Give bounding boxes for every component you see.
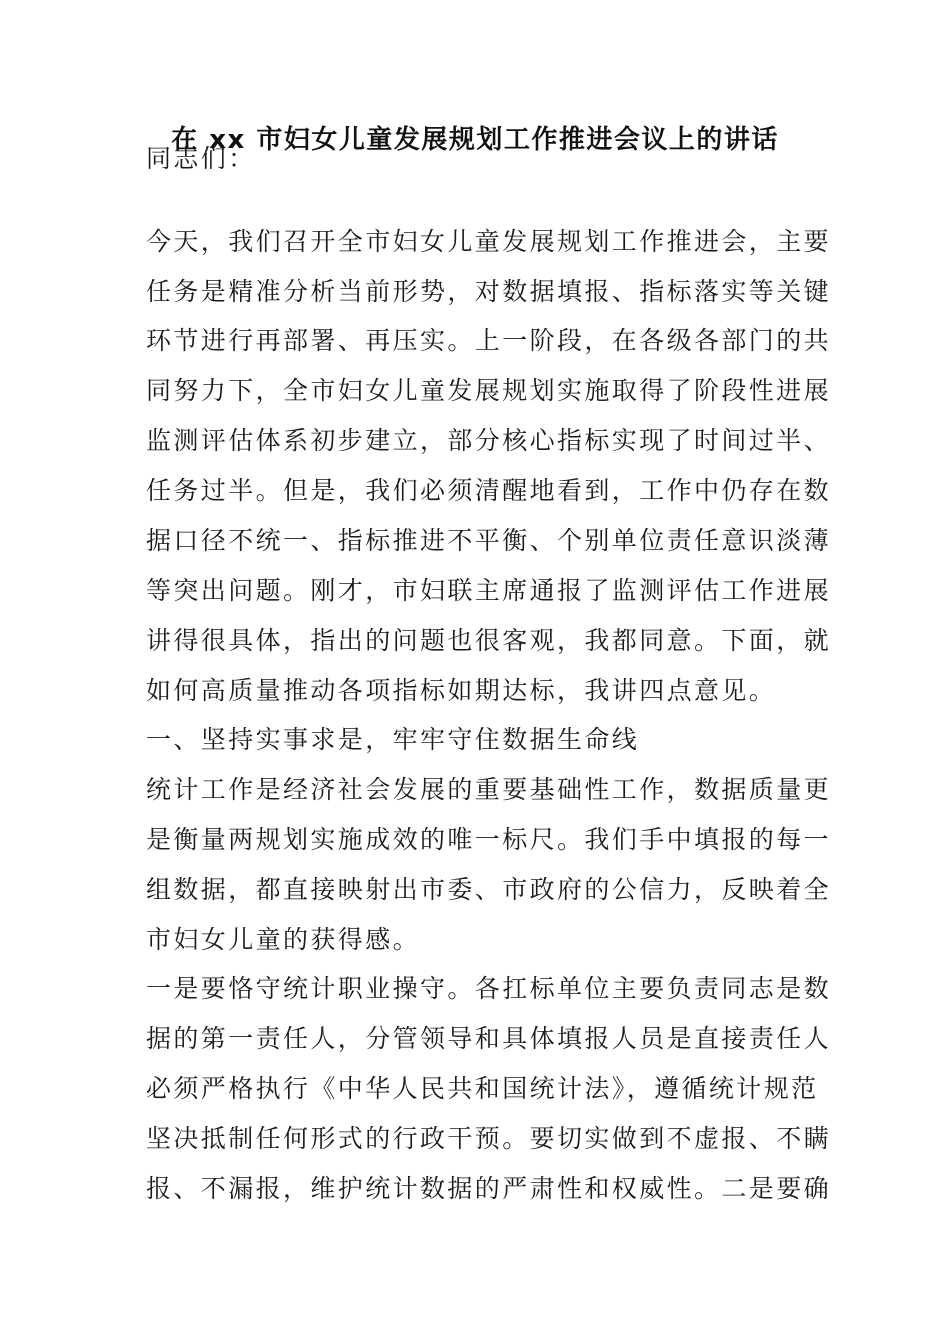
paragraph-line: 同努力下，全市妇女儿童发展规划实施取得了阶段性进展 <box>146 376 832 405</box>
paragraph-line: 必须严格执行《中华人民共和国统计法》，遵循统计规范 <box>146 1074 819 1103</box>
paragraph-line: 据口径不统一、指标推进不平衡、个别单位责任意识淡薄 <box>146 526 832 555</box>
paragraph-line: 监测评估体系初步建立，部分核心指标实现了时间过半、 <box>146 426 832 455</box>
paragraph-line: 是衡量两规划实施成效的唯一标尺。我们手中填报的每一 <box>146 825 832 854</box>
paragraph-line: 据的第一责任人，分管领导和具体填报人员是直接责任人 <box>146 1024 832 1053</box>
paragraph-line: 市妇女儿童的获得感。 <box>146 925 421 954</box>
document-title: 在 xx 市妇女儿童发展规划工作推进会议上的讲话 <box>171 125 779 155</box>
paragraph-line: 一是要恪守统计职业操守。各扛标单位主要负责同志是数 <box>146 974 832 1003</box>
paragraph-line: 今天，我们召开全市妇女儿童发展规划工作推进会，主要 <box>146 227 832 256</box>
paragraph-line: 任务是精准分析当前形势，对数据填报、指标落实等关键 <box>146 277 832 306</box>
paragraph-line: 统计工作是经济社会发展的重要基础性工作，数据质量更 <box>146 775 832 804</box>
paragraph-line: 坚决抵制任何形式的行政干预。要切实做到不虚报、不瞒 <box>146 1124 832 1153</box>
paragraph-line: 任务过半。但是，我们必须清醒地看到，工作中仍存在数 <box>146 476 832 505</box>
salutation: 同志们： <box>146 144 256 173</box>
paragraph-line: 等突出问题。刚才，市妇联主席通报了监测评估工作进展 <box>146 576 832 605</box>
paragraph-line: 如何高质量推动各项指标如期达标，我讲四点意见。 <box>146 676 777 705</box>
paragraph-line: 组数据，都直接映射出市委、市政府的公信力，反映着全 <box>146 875 832 904</box>
paragraph-line: 报、不漏报，维护统计数据的严肃性和权威性。二是要确 <box>146 1174 832 1203</box>
paragraph-line: 讲得很具体，指出的问题也很客观，我都同意。下面，就 <box>146 626 832 655</box>
paragraph-line: 环节进行再部署、再压实。上一阶段，在各级各部门的共 <box>146 326 832 355</box>
section-heading: 一、坚持实事求是，牢牢守住数据生命线 <box>146 725 640 754</box>
